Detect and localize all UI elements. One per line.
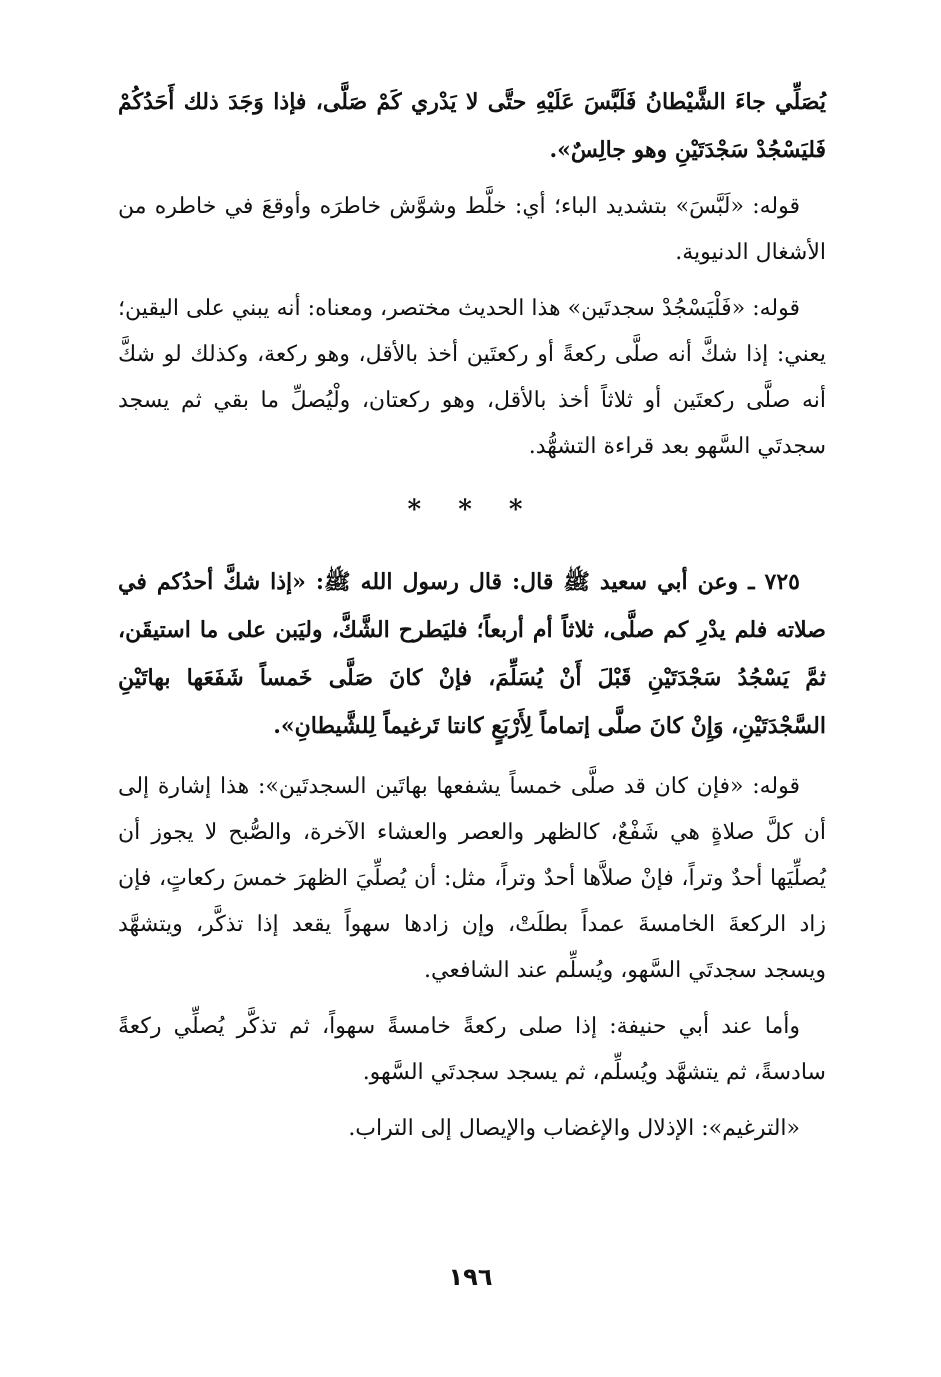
definition-targhim: «الترغيم»: الإذلال والإغضاب والإيصال إلى التراب. — [348, 1116, 800, 1141]
commentary-khams: قوله: «فإن كان قد صلَّى خمساً يشفعها بهاتَين السجدتَين»: هذا إشارة إلى أن كلَّ صلاةٍ هي شَفْعٌ، كالظهر والعصر والعشاء الآخرة، والصُّبح لا يجوز أن يُصلِّيَها أحدٌ وتراً، فإنْ صلاَّها أحدٌ وتراً، مثل: أن يُصلِّيَ الظهرَ خمسَ ركعاتٍ، فإن زاد الركعةَ الخامسةَ عمداً بطلَتْ، وإن زادها سهواً يقعد إذا تذكَّر، ويتشهَّد ويسجد سجدتَي السَّهو، ويُسلِّم عند الشافعي. — [118, 774, 826, 983]
hadith-725: ٧٢٥ ـ وعن أبي سعيد ﷺ قال: قال رسول الله ﷺ: «إذا شكَّ أحدُكم في صلاته فلم يدْرِ كم صلَّى، ثلاثاً أم أربعاً؛ فليَطرح الشَّكَّ، وليَبن على ما استيقَن، ثمَّ يَسْجُدُ سَجْدَتَيْنِ قَبْلَ أَنْ يُسَلِّمَ، فإنْ كانَ صَلَّى خَمساً شَفَعَها بهاتَيْنِ السَّجْدَتَيْنِ، وَإِنْ كانَ صلَّى إتماماً لِأَرْبَعٍ كانتا تَرغيماً لِلشَّيطانِ». — [118, 569, 826, 739]
page-number: ١٩٦ — [448, 1263, 493, 1291]
commentary-sajdatain: قوله: «فَلْيَسْجُدْ سجدتَين» هذا الحديث مختصر، ومعناه: أنه يبني على اليقين؛ يعني: إذا شكَّ أنه صلَّى ركعةً أو ركعتَين أخذ بالأقل، وهو ركعة، وكذلك لو شكَّ أنه صلَّى ركعتَين أو ثلاثاً أخذ بالأقل، وهو ركعتان، ولْيُصلِّ ما بقي ثم يسجد سجدتَي السَّهو بعد قراءة التشهُّد. — [118, 296, 826, 459]
commentary-abu-hanifa: وأما عند أبي حنيفة: إذا صلى ركعةً خامسةً سهواً، ثم تذكَّر يُصلِّي ركعةً سادسةً، ثم يتشهَّد ويُسلِّم، ثم يسجد سجدتَي السَّهو. — [118, 1014, 826, 1085]
commentary-labbasa: قوله: «لَبَّسَ» بتشديد الباء؛ أي: خلَّط وشوَّش خاطرَه وأوقعَ في خاطره من الأشغال الدنيوية. — [118, 194, 826, 265]
page-body — [118, 78, 826, 1152]
section-separator: * * * — [407, 495, 537, 525]
hadith-continuation: يُصَلِّي جاءَ الشَّيْطانُ فَلَبَّسَ عَلَيْهِ حتَّى لا يَدْري كَمْ صَلَّى، فإذا وَجَدَ ذلك أَحَدُكُمْ فَليَسْجُدْ سَجْدَتَيْنِ وهو جالِسٌ». — [118, 89, 826, 163]
